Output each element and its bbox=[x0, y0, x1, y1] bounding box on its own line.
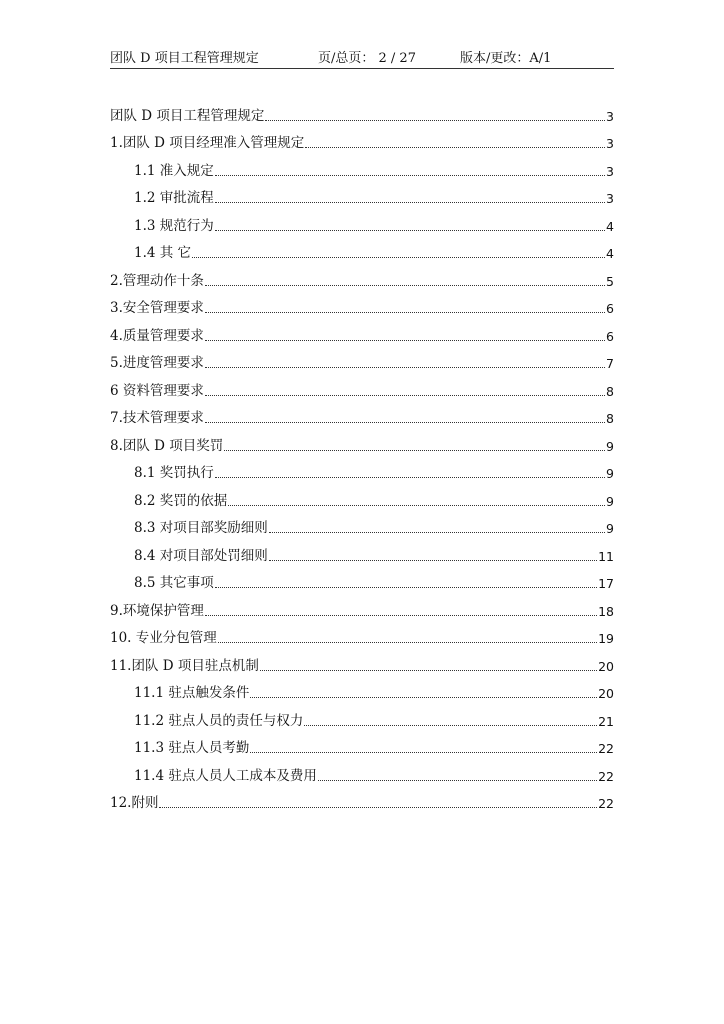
toc-leader-dots bbox=[205, 367, 605, 368]
toc-entry[interactable] bbox=[110, 675, 614, 703]
toc-entry-page-number: 6 bbox=[606, 301, 614, 316]
toc-entry[interactable] bbox=[110, 290, 614, 318]
toc-entry[interactable] bbox=[110, 482, 614, 510]
toc-leader-dots bbox=[269, 560, 597, 561]
toc-entry-page-number: 9 bbox=[606, 493, 614, 509]
toc-entry[interactable] bbox=[110, 400, 614, 428]
toc-entry-label: 2.管理动作十条 bbox=[110, 272, 204, 289]
toc-entry[interactable] bbox=[110, 757, 614, 785]
toc-entry[interactable] bbox=[110, 592, 614, 620]
toc-leader-dots bbox=[215, 477, 605, 478]
toc-entry[interactable] bbox=[110, 427, 614, 455]
toc-entry-page-number: 6 bbox=[606, 328, 614, 344]
toc-entry[interactable] bbox=[110, 207, 614, 235]
toc-leader-dots bbox=[250, 697, 597, 698]
toc-entry[interactable] bbox=[110, 125, 614, 153]
toc-entry-page-number: 9 bbox=[606, 521, 614, 536]
toc-entry[interactable] bbox=[110, 345, 614, 373]
header-page-count: 页/总页： 2 / 27 bbox=[318, 51, 416, 66]
toc-entry[interactable] bbox=[110, 510, 614, 538]
toc-entry-page-number: 22 bbox=[598, 796, 614, 811]
toc-leader-dots bbox=[215, 230, 605, 231]
toc-entry-label: 11.团队 D 项目驻点机制 bbox=[110, 657, 259, 674]
toc-leader-dots bbox=[318, 780, 597, 781]
toc-entry[interactable] bbox=[110, 537, 614, 565]
toc-entry-page-number: 22 bbox=[598, 768, 614, 784]
toc-entry-page-number: 20 bbox=[598, 686, 614, 701]
toc-entry-label: 1.1 准入规定 bbox=[134, 162, 214, 179]
page-header bbox=[110, 50, 614, 69]
toc-entry[interactable] bbox=[110, 702, 614, 730]
toc-entry-label: 1.2 审批流程 bbox=[134, 190, 214, 206]
toc-leader-dots bbox=[250, 752, 597, 753]
toc-entry-label: 12.附则 bbox=[110, 795, 159, 811]
toc-leader-dots bbox=[218, 642, 597, 643]
toc-entry-label: 8.团队 D 项目奖罚 bbox=[110, 437, 224, 454]
header-title: 团队 D 项目工程管理规定 bbox=[110, 51, 259, 66]
toc-entry[interactable] bbox=[110, 455, 614, 483]
toc-entry-label: 1.4 其 它 bbox=[134, 245, 192, 261]
toc-entry-label: 团队 D 项目工程管理规定 bbox=[110, 107, 265, 124]
toc-leader-dots bbox=[228, 505, 605, 506]
toc-leader-dots bbox=[205, 312, 605, 313]
toc-entry-label: 3.安全管理要求 bbox=[110, 300, 204, 316]
toc-entry-page-number: 19 bbox=[598, 631, 614, 646]
toc-leader-dots bbox=[205, 285, 605, 286]
toc-leader-dots bbox=[205, 422, 605, 423]
toc-entry-page-number: 4 bbox=[606, 218, 614, 234]
toc-entry-label: 8.3 对项目部奖励细则 bbox=[134, 520, 268, 536]
toc-entry[interactable] bbox=[110, 785, 614, 813]
toc-entry-label: 7.技术管理要求 bbox=[110, 410, 204, 426]
toc-entry-page-number: 9 bbox=[606, 438, 614, 454]
toc-entry[interactable] bbox=[110, 565, 614, 593]
toc-leader-dots bbox=[304, 725, 597, 726]
toc-entry-label: 8.5 其它事项 bbox=[134, 575, 214, 591]
toc-leader-dots bbox=[265, 120, 605, 121]
toc-entry-page-number: 20 bbox=[598, 658, 614, 674]
toc-leader-dots bbox=[215, 175, 605, 176]
toc-entry-page-number: 8 bbox=[606, 383, 614, 399]
toc-entry-page-number: 8 bbox=[606, 411, 614, 426]
toc-entry-label: 8.1 奖罚执行 bbox=[134, 465, 214, 481]
toc-entry[interactable] bbox=[110, 620, 614, 648]
toc-entry-page-number: 11 bbox=[598, 548, 614, 564]
toc-entry-label: 8.2 奖罚的依据 bbox=[134, 492, 228, 509]
toc-entry-label: 1.3 规范行为 bbox=[134, 217, 214, 234]
toc-leader-dots bbox=[192, 257, 605, 258]
toc-entry-label: 9.环境保护管理 bbox=[110, 602, 204, 619]
header-version: 版本/更改：A/1 bbox=[460, 51, 552, 66]
toc-entry-label: 11.3 驻点人员考勤 bbox=[134, 740, 250, 756]
toc-leader-dots bbox=[224, 450, 605, 451]
toc-entry-label: 5.进度管理要求 bbox=[110, 355, 204, 371]
toc-entry-page-number: 3 bbox=[606, 191, 614, 206]
toc-entry-label: 11.1 驻点触发条件 bbox=[134, 685, 250, 701]
toc-leader-dots bbox=[205, 395, 605, 396]
table-of-contents bbox=[110, 97, 614, 812]
toc-entry-page-number: 5 bbox=[606, 273, 614, 289]
toc-entry[interactable] bbox=[110, 647, 614, 675]
toc-entry-label: 4.质量管理要求 bbox=[110, 327, 204, 344]
toc-entry-page-number: 7 bbox=[606, 356, 614, 371]
toc-leader-dots bbox=[159, 807, 597, 808]
toc-entry-label: 1.团队 D 项目经理准入管理规定 bbox=[110, 135, 305, 151]
toc-entry-page-number: 18 bbox=[598, 603, 614, 619]
toc-entry-label: 8.4 对项目部处罚细则 bbox=[134, 547, 268, 564]
toc-leader-dots bbox=[215, 202, 605, 203]
toc-entry-page-number: 3 bbox=[606, 108, 614, 124]
toc-entry[interactable] bbox=[110, 152, 614, 180]
toc-entry-label: 10. 专业分包管理 bbox=[110, 630, 217, 646]
toc-entry-label: 11.4 驻点人员人工成本及费用 bbox=[134, 767, 317, 784]
toc-leader-dots bbox=[205, 340, 605, 341]
toc-entry[interactable] bbox=[110, 180, 614, 208]
toc-leader-dots bbox=[305, 147, 605, 148]
toc-entry-page-number: 17 bbox=[598, 576, 614, 591]
toc-entry[interactable] bbox=[110, 317, 614, 345]
toc-leader-dots bbox=[260, 670, 597, 671]
toc-entry-page-number: 3 bbox=[606, 136, 614, 151]
toc-entry-page-number: 3 bbox=[606, 163, 614, 179]
toc-entry[interactable] bbox=[110, 730, 614, 758]
toc-leader-dots bbox=[269, 532, 605, 533]
toc-entry-page-number: 21 bbox=[598, 713, 614, 729]
toc-entry-page-number: 4 bbox=[606, 246, 614, 261]
toc-entry[interactable] bbox=[110, 97, 614, 125]
toc-entry[interactable] bbox=[110, 235, 614, 263]
toc-entry[interactable] bbox=[110, 262, 614, 290]
toc-leader-dots bbox=[215, 587, 597, 588]
toc-entry-page-number: 22 bbox=[598, 741, 614, 756]
toc-entry-page-number: 9 bbox=[606, 466, 614, 481]
toc-entry-label: 11.2 驻点人员的责任与权力 bbox=[134, 712, 304, 729]
toc-entry[interactable] bbox=[110, 372, 614, 400]
toc-leader-dots bbox=[205, 615, 597, 616]
toc-entry-label: 6 资料管理要求 bbox=[110, 382, 204, 399]
